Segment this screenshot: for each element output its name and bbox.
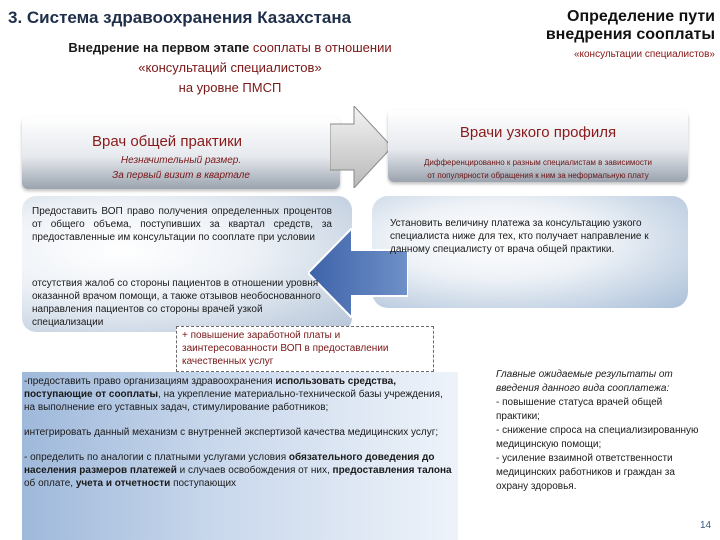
subtitle-line3: на уровне ПМСП: [178, 80, 282, 95]
page-number: 14: [700, 520, 712, 531]
gp-heading: Врач общей практики: [92, 133, 243, 150]
result-item-2: - снижение спроса на специализированную медицинскую помощи;: [496, 425, 699, 450]
gp-note-line1: Незначительный размер.: [120, 155, 242, 166]
specialist-note: [388, 156, 688, 182]
measure-1-b: использовать средства, поступающие от сооплаты: [24, 376, 397, 400]
measure-3-g: поступающих: [170, 478, 237, 489]
measure-3-c: и случаев освобождения от них,: [176, 465, 333, 476]
measures-text: [24, 375, 456, 502]
right-arrow-icon: [330, 106, 392, 188]
benefit-note-text: + повышение заработной платы и заинтересованности ВОП в предоставлении качественных услуг: [182, 330, 389, 367]
right-title-line2: внедрения сооплаты: [545, 26, 715, 43]
measure-1: [24, 375, 456, 414]
subtitle-line2: «консультаций специалистов»: [138, 60, 322, 75]
result-item-3: - усиление взаимной ответственности медицинских работников и граждан за охрану здоровья.: [496, 453, 675, 492]
gp-note-line2: За первый визит в квартале: [112, 170, 250, 181]
measure-3-f: учета и отчетности: [75, 478, 171, 489]
right-panel-text: Установить величину платежа за консультацию узкого специалиста ниже для тех, кто получает направление к данному специалисту от врача общей практики.: [390, 218, 649, 255]
measure-3: [24, 451, 456, 490]
results-heading: Главные ожидаемые результаты от введения данного вида сооплатежа:: [496, 369, 673, 394]
slide-subtitle: [20, 38, 440, 98]
measure-3-a: - определить по аналогии с платными услугами условия: [24, 452, 289, 463]
left-panel-text: Предоставить ВОП право получения определенных процентов от общего объема, поступивших за квартал средств, за предоставленные им консультации по сооплате при условии: [32, 206, 332, 243]
measure-3-d: предоставления талона: [332, 465, 452, 476]
slide-title: 3. Система здравоохранения Казахстана: [8, 8, 352, 27]
right-title: [515, 8, 715, 44]
expected-results: [496, 368, 702, 494]
measure-3-e: об оплате,: [24, 478, 76, 489]
result-item-1: - повышение статуса врачей общей практики;: [496, 397, 663, 422]
measure-3-b: обязательного доведения до населения размеров платежей: [24, 452, 435, 476]
left-panel-text-2: отсутствия жалоб со стороны пациентов в отношении уровня оказанной врачом помощи, а также отзывов необоснованного направления пациентов со стороны врачей узкой специализации: [32, 278, 321, 328]
specialist-heading: Врачи узкого профиля: [459, 124, 617, 141]
measure-2: интегрировать данный механизм с внутренней экспертизой качества медицинских услуг;: [24, 427, 439, 438]
measure-1-c: , на укрепление материально-технической базы учреждения, на выполнение его уставных задач, стимулирование работников;: [24, 389, 443, 413]
measure-1-a: -предоставить право организациям здравоохранения: [24, 376, 276, 387]
subtitle-rest: сооплаты в отношении: [252, 40, 392, 55]
right-title-line1: Определение пути: [567, 8, 715, 25]
subtitle-bold: Внедрение на первом этапе: [68, 40, 250, 55]
gp-note: [22, 153, 340, 183]
specialist-note-line2: от популярности обращения к ним за неформальную плату: [427, 171, 649, 180]
right-subtitle: «консультации специалистов»: [573, 49, 715, 60]
specialist-note-line1: Дифференцированно к разным специалистам в зависимости: [424, 158, 652, 167]
